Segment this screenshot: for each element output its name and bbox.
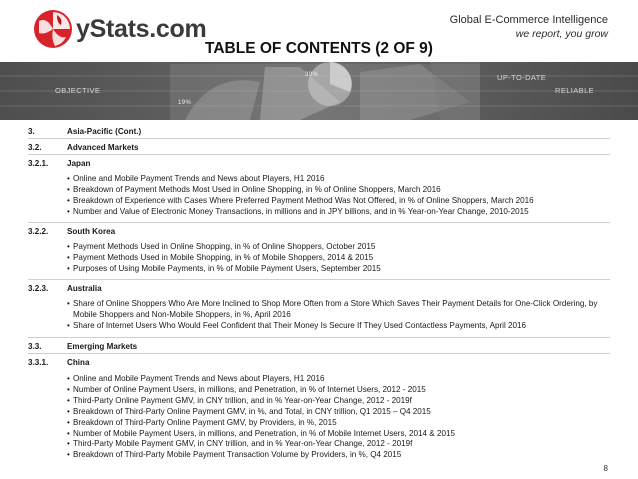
- tagline-line-1: Global E-Commerce Intelligence: [449, 14, 608, 26]
- section-title: Japan: [67, 159, 91, 168]
- list-item: • Number of Online Payment Users, in millions, and Penetration, in % of Internet Users, 2012 - 2015: [67, 385, 607, 396]
- section-title: Australia: [67, 284, 102, 293]
- section-number: 3.: [28, 127, 35, 136]
- separator: [28, 154, 610, 155]
- list-item: • Online and Mobile Payment Trends and News about Players, H1 2016: [67, 374, 607, 385]
- australia-item-list: [67, 299, 607, 332]
- list-item: • Payment Methods Used in Online Shopping, in % of Online Shoppers, October 2015: [67, 242, 607, 253]
- section-number: 3.2.1.: [28, 159, 49, 168]
- banner-label-up-to-date: UP-TO-DATE: [497, 73, 547, 82]
- banner-label-objective: OBJECTIVE: [55, 86, 101, 95]
- header: [0, 0, 638, 62]
- separator: [28, 138, 610, 139]
- japan-item-list: [67, 174, 607, 218]
- south-korea-item-list: [67, 242, 607, 275]
- section-number: 3.2.2.: [28, 227, 49, 236]
- list-item: • Share of Online Shoppers Who Are More Inclined to Shop More Often from a Store Which Saves Their Payment Details for One-Click Ordering, by Mobile Shoppers and Non-Mobile Shoppers, in %, April 2016: [67, 299, 607, 321]
- list-item: • Breakdown of Third-Party Online Payment GMV, in %, and Total, in CNY trillion, Q1 2015 – Q4 2015: [67, 407, 607, 418]
- banner-chart-label-1: 39%: [305, 72, 319, 78]
- section-number: 3.2.: [28, 143, 42, 152]
- page-number: 8: [603, 464, 608, 473]
- section-number: 3.3.1.: [28, 358, 49, 367]
- banner: [0, 62, 638, 120]
- tagline-line-2: we report, you grow: [515, 28, 608, 40]
- separator: [28, 222, 610, 223]
- list-item: • Breakdown of Experience with Cases Where Preferred Payment Method Was Not Offered, in % of Online Shoppers, March 2016: [67, 196, 607, 207]
- section-title: Advanced Markets: [67, 143, 139, 152]
- section-number: 3.2.3.: [28, 284, 49, 293]
- list-item: • Share of Internet Users Who Would Feel Confident that Their Money Is Secure If They Used Contactless Payments, April 2016: [67, 321, 607, 332]
- separator: [28, 353, 610, 354]
- china-item-list: [67, 374, 607, 461]
- separator: [28, 337, 610, 338]
- list-item: • Third-Party Online Payment GMV, in CNY trillion, and in % Year-on-Year Change, 2012 - 2019f: [67, 396, 607, 407]
- section-title: Emerging Markets: [67, 342, 138, 351]
- list-item: • Breakdown of Payment Methods Most Used in Online Shopping, in % of Online Shoppers, March 2016: [67, 185, 607, 196]
- separator: [28, 279, 610, 280]
- section-title: China: [67, 358, 90, 367]
- tagline: [450, 14, 608, 40]
- list-item: • Breakdown of Third-Party Online Payment GMV, by Providers, in %, 2015: [67, 418, 607, 429]
- list-item: • Payment Methods Used in Mobile Shopping, in % of Mobile Shoppers, 2014 & 2015: [67, 253, 607, 264]
- list-item: • Breakdown of Third-Party Mobile Payment Transaction Volume by Providers, in %, Q4 2015: [67, 450, 607, 461]
- page-title: TABLE OF CONTENTS (2 OF 9): [205, 40, 433, 57]
- banner-label-reliable: RELIABLE: [555, 86, 595, 95]
- section-number: 3.3.: [28, 342, 42, 351]
- list-item: • Third-Party Mobile Payment GMV, in CNY trillion, and in % Year-on-Year Change, 2012 - 2019f: [67, 439, 607, 450]
- section-title: Asia-Pacific (Cont.): [67, 127, 142, 136]
- section-title: South Korea: [67, 227, 116, 236]
- list-item: • Number of Mobile Payment Users, in millions, and Penetration, in % of Mobile Internet Users, 2014 & 2015: [67, 429, 607, 440]
- list-item: • Number and Value of Electronic Money Transactions, in millions and in JPY billions, and in % Year-on-Year Change, 2010-2015: [67, 207, 607, 218]
- list-item: • Purposes of Using Mobile Payments, in % of Mobile Payment Users, September 2015: [67, 264, 607, 275]
- list-item: • Online and Mobile Payment Trends and News about Players, H1 2016: [67, 174, 607, 185]
- logo-text: yStats.com: [76, 14, 207, 43]
- banner-chart-label-2: 19%: [178, 100, 192, 106]
